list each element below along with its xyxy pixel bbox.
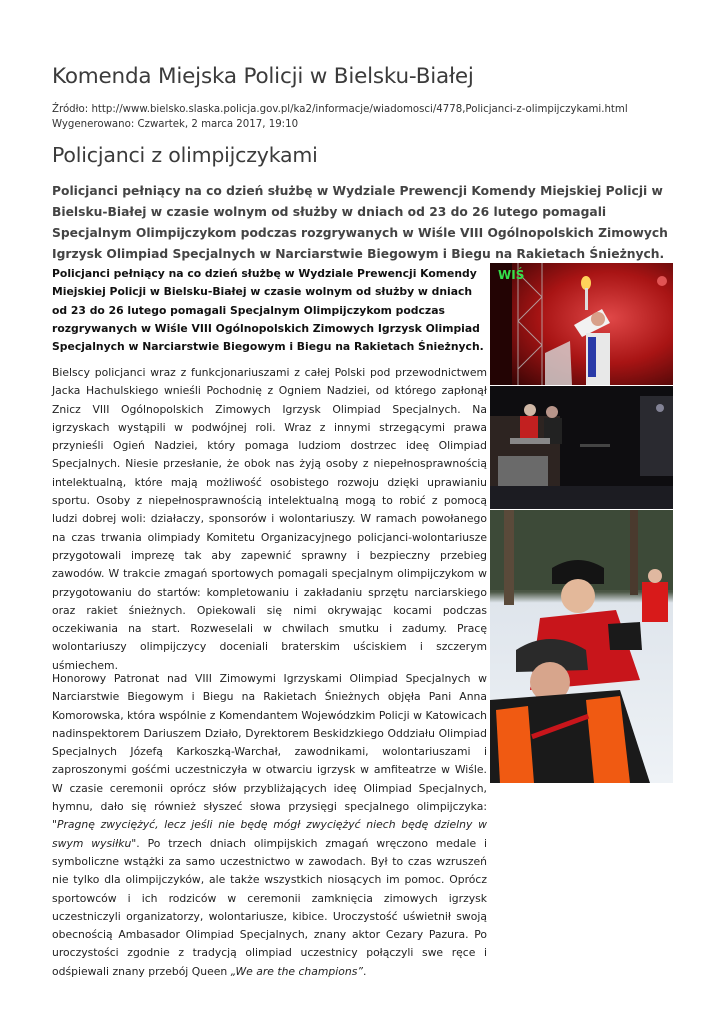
photo-night-ceremony <box>490 386 673 509</box>
photo-torch-bearer-image <box>490 263 673 385</box>
document-meta <box>52 103 628 132</box>
photo-athlete-embrace-image <box>490 510 673 783</box>
photo-torch-bearer <box>490 263 673 385</box>
article-column <box>52 265 487 356</box>
article-paragraph-1: Bielscy policjanci wraz z funkcjonariuszami z całej Polski pod przewodnictwem Jacka Hachulskiego wnieśli Pochodnię z Ogniem Nadziei, od którego zapłonął Znicz VIII Ogólnopolskich Zimowych Igrzysk Olimpiad Specjalnych. Na igrzyskach wystąpili w podwójnej roli. Wraz z innymi strzegącymi prawa przynieśli Ogień Nadziei, który pomaga ludziom dostrzec ideę Olimpiad Specjalnych. Niesie przesłanie, że obok nas żyją osoby z niepełnosprawnością intelektualną, które mają możliwość osobistego rozwoju dzięki uprawianiu sportu. Osoby z niepełnosprawnością intelektualną mogą to robić z pomocą ludzi dobrej woli: działaczy, sponsorów i wolontariuszy. W ramach powołanego na czas trwania olimpiady Komitetu Organizacyjnego policjanci-wolontariusze przygotowali imprezę tak aby zapewnić sprawny i bezpieczny przebieg zawodów. W trakcie zmagań sportowych pomagali specjalnym olimpijczykom w przygotowaniu do startów: kompletowaniu i zakładaniu sprzętu narciarskiego oraz rakiet śnieżnych. Opiekowali się nimi okrywając kocami podczas oczekiwania na start. Rozweselali w chwilach smutku i zadumy. Pracę wolontariuszy olimpijczycy doceniali braterskim uściskiem i szczerym uśmiechem. <box>52 366 487 672</box>
article-lead: Policjanci pełniący na co dzień służbę w Wydziale Prewencji Komendy Miejskiej Policji w Bielsku-Białej w czasie wolnym od służby w dniach od 23 do 26 lutego pomagali Specjalnym Olimpijczykom podczas rozgrywanych w Wiśle VIII Ogólnopolskich Zimowych Igrzysk Olimpiad Specjalnych w Narciarstwie Biegowym i Biegu na Rakietach Śnieżnych. <box>52 184 668 261</box>
photo-athlete-embrace <box>490 510 673 783</box>
song-title: „We are the champions” <box>230 964 363 978</box>
paragraph-2-part-b: ". Po trzech dniach olimpijskich zmagań wręczono medale i symboliczne wstążki za samo uczestnictwo w zawodach. Był to czas wzruszeń nie tylko dla olimpijczyków, ale także wszystkich niosących im pomoc. Oprócz sportowców i ich rodziców w ceremonii zamknięcia zimowych igrzysk uczestniczyli organizatorzy, wolontariusze, kibice. Uroczystość uświetnił swoją obecnością Ambasador Olimpiad Specjalnych, znany aktor Cezary Pazura. Po uroczystości zgodnie z tradycją olimpiad uczestnicy połączyli swe ręce i odśpiewali znany przebój Queen <box>52 836 487 978</box>
photo-sign-text: WIŚ <box>498 268 525 282</box>
paragraph-2-part-a: Honorowy Patronat nad VIII Zimowymi Igrzyskami Olimpiad Specjalnych w Narciarstwie Biegowym i Biegu na Rakietach Śnieżnych objęła Pani Anna Komorowska, która wspólnie z Komendantem Wojewódzkim Policji w Katowicach nadinspektorem Dariuszem Działo, Dyrektorem Beskidzkiego Oddziału Olimpiad Specjalnych Józefą Karkoszką-Warchał, zawodnikami, wolontariuszami i zaproszonymi gośćmi uczestniczyła w otwarciu igrzysk w amfiteatrze w Wiśle. W czasie ceremonii oprócz słów przybliżających ideę Olimpiad Specjalnych, hymnu, dało się również słyszeć słowa przysięgi specjalnego olimpijczyka: " <box>52 672 487 832</box>
generated-line: Wygenerowano: Czwartek, 2 marca 2017, 19:10 <box>52 118 299 130</box>
site-title: Komenda Miejska Policji w Bielsku-Białej <box>52 64 474 89</box>
article-paragraph-2 <box>52 670 487 981</box>
paragraph-2-end: . <box>362 964 367 978</box>
oath-quote: Pragnę zwyciężyć, lecz jeśli nie będę mógł zwyciężyć niech będę dzielny w swym wysiłku <box>52 818 487 850</box>
photo-night-ceremony-image <box>490 386 673 509</box>
article-intro: Policjanci pełniący na co dzień służbę w Wydziale Prewencji Komendy Miejskiej Policji w Bielsku-Białej w czasie wolnym od służby w dniach od 23 do 26 lutego pomagali Specjalnym Olimpijczykom podczas rozgrywanych w Wiśle VIII Ogólnopolskich Zimowych Igrzysk Olimpiad Specjalnych w Narciarstwie Biegowym i Biegu na Rakietach Śnieżnych. <box>52 267 484 354</box>
source-line: Źródło: http://www.bielsko.slaska.policja.gov.pl/ka2/informacje/wiadomosci/4778,Policjanci-z-olimpijczykami.html <box>52 104 628 115</box>
article-title: Policjanci z olimpijczykami <box>52 143 318 167</box>
